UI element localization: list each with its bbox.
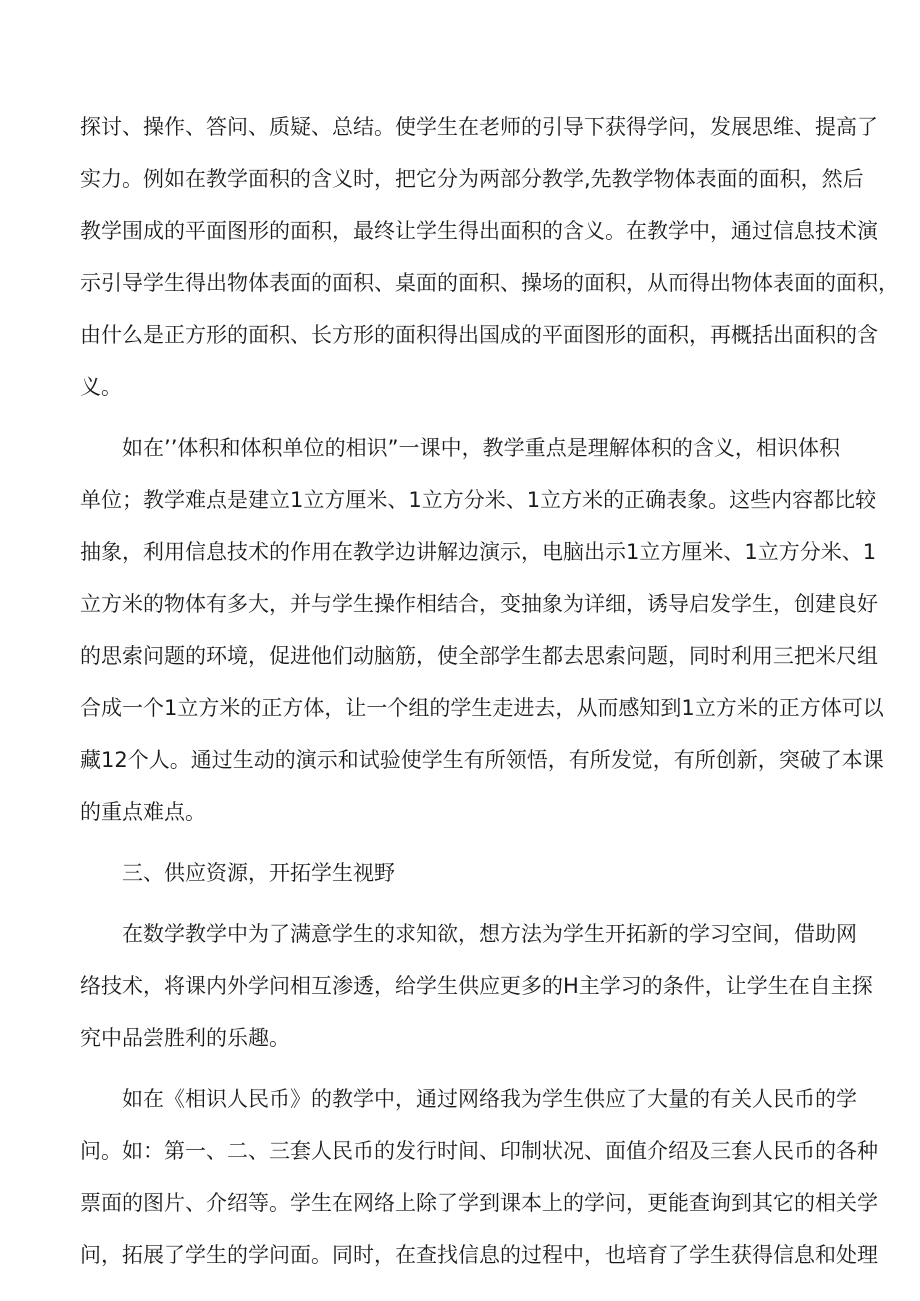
paragraph-4-line-2: 问。如：第一、二、三套人民币的发行时间、印制状况、面值介绍及三套人民币的各种 (80, 1139, 878, 1163)
paragraph-1-line-3: 教学围成的平面图形的面积，最终让学生得出面积的含义。在教学中，通过信息技术演 (80, 219, 878, 243)
paragraph-2-line-2: 单位；教学难点是建立1立方厘米、1立方分米、1立方米的正确表象。这些内容都比较 (80, 488, 877, 512)
paragraph-4-line-4: 问，拓展了学生的学问面。同时，在查找信息的过程中，也培育了学生获得信息和处理 (80, 1243, 878, 1267)
paragraph-1-line-5: 由什么是正方形的面积、长方形的面积得出国成的平面图形的面积，再概括出面积的含 (80, 323, 878, 347)
paragraph-1-line-2: 实力。例如在教学面积的含义时，把它分为两部分教学,先教学物体表面的面积，然后 (80, 167, 864, 191)
paragraph-2-line-1: 如在’’体积和体积单位的相识”一课中，教学重点是理解体积的含义，相识体积 (122, 436, 840, 460)
paragraph-3-line-2: 络技术，将课内外学问相互渗透，给学生供应更多的H主学习的条件，让学生在自主探 (80, 974, 873, 998)
paragraph-2-line-8: 的重点难点。 (80, 800, 206, 824)
paragraph-2-line-3: 抽象，利用信息技术的作用在教学边讲解边演示，电脑出示1立方厘米、1立方分米、1 (80, 540, 877, 564)
paragraph-4-line-1: 如在《相识人民币》的教学中，通过网络我为学生供应了大量的有关人民币的学 (122, 1087, 857, 1111)
paragraph-3-line-3: 究中品尝胜利的乐趣。 (80, 1026, 290, 1050)
paragraph-2-line-6: 合成一个1立方米的正方体，让一个组的学生走进去，从而感知到1立方米的正方体可以 (80, 696, 884, 720)
paragraph-2-line-5: 的思索问题的环境，促进他们动脑筋，使全部学生都去思索问题，同时利用三把米尺组 (80, 644, 878, 668)
paragraph-3-line-1: 在数学教学中为了满意学生的求知欲，想方法为学生开拓新的学习空间，借助网 (122, 922, 857, 946)
paragraph-4-line-3: 票面的图片、介绍等。学生在网络上除了学到课本上的学问，更能查询到其它的相关学 (80, 1191, 878, 1215)
paragraph-1-line-4: 示引导学生得出物体表面的面积、桌面的面积、操场的面积，从而得出物体表面的面积， (80, 271, 899, 295)
paragraph-1-line-6: 义。 (80, 375, 122, 399)
paragraph-2-line-7: 藏12个人。通过生动的演示和试验使学生有所领悟，有所发觉，有所创新，突破了本课 (80, 748, 884, 772)
paragraph-1-line-1: 探讨、操作、答问、质疑、总结。使学生在老师的引导下获得学问，发展思维、提高了 (80, 115, 878, 139)
paragraph-2-line-4: 立方米的物体有多大，并与学生操作相结合，变抽象为详细，诱导启发学生，创建良好 (80, 592, 878, 616)
section-heading: 三、供应资源，开拓学生视野 (122, 861, 395, 885)
